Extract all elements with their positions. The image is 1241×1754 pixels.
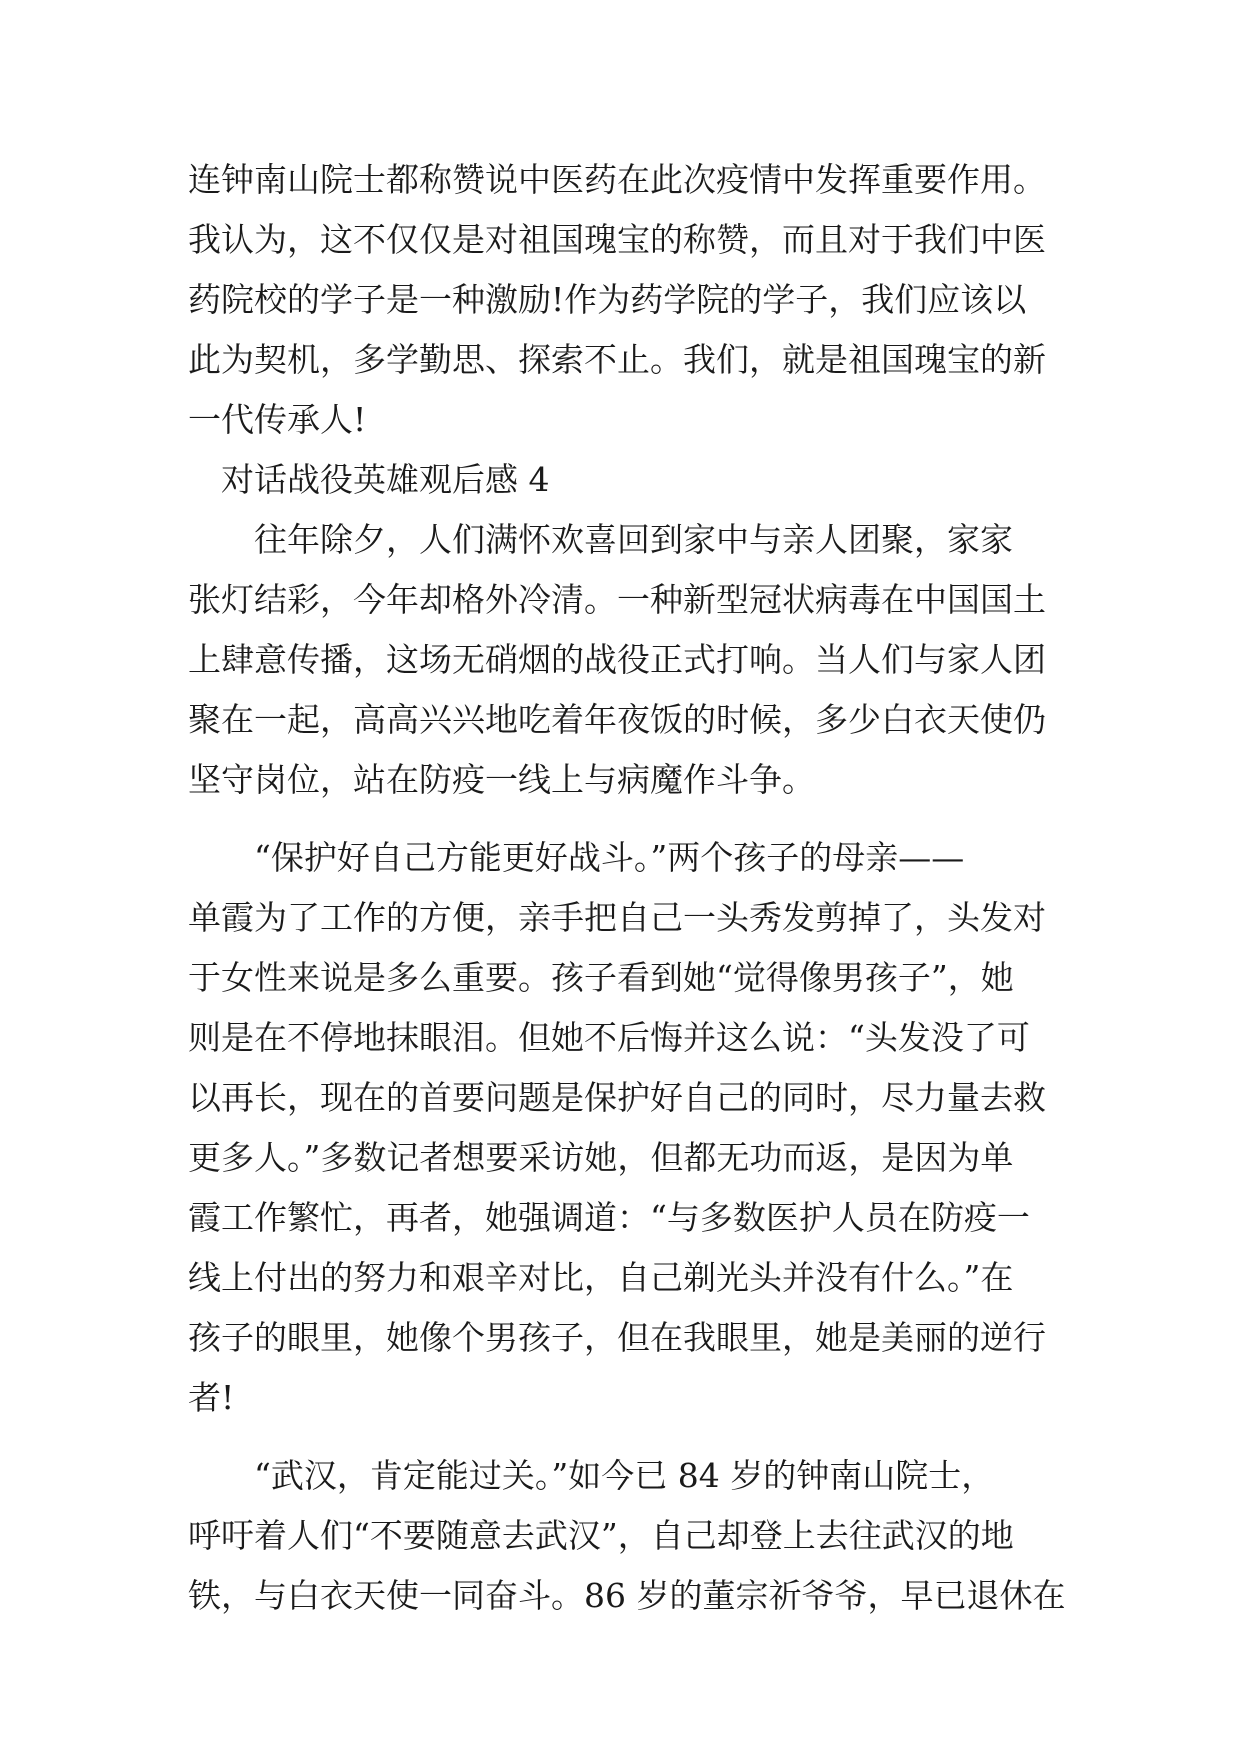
paragraph-spacer [188, 1428, 1053, 1446]
text-line: 霞工作繁忙，再者，她强调道：“与多数医护人员在防疫一 [188, 1198, 1030, 1237]
text-line: 更多人。”多数记者想要采访她，但都无功而返，是因为单 [188, 1138, 1014, 1177]
text-line: 于女性来说是多么重要。孩子看到她“觉得像男孩子”，她 [188, 958, 1014, 997]
paragraph-2 [188, 510, 1053, 810]
text-line: 坚守岗位，站在防疫一线上与病魔作斗争。 [188, 760, 815, 799]
text-line: 呼吁着人们“不要随意去武汉”，自己却登上去往武汉的地 [188, 1516, 1014, 1555]
text-line: 药院校的学子是一种激励!作为药学院的学子，我们应该以 [188, 280, 1027, 319]
text-line: 铁，与白衣天使一同奋斗。86 岁的董宗祈爷爷，早已退休在 [188, 1576, 1066, 1615]
text-line: 孩子的眼里，她像个男孩子，但在我眼里，她是美丽的逆行 [188, 1318, 1046, 1357]
paragraph-4 [188, 1446, 1066, 1626]
text-line: 往年除夕，人们满怀欢喜回到家中与亲人团聚，家家 [188, 520, 1013, 559]
text-line: 则是在不停地抹眼泪。但她不后悔并这么说：“头发没了可 [188, 1018, 1030, 1057]
text-line: 一代传承人! [188, 400, 367, 439]
section-heading: 对话战役英雄观后感 4 [221, 460, 550, 499]
text-line: 张灯结彩，今年却格外冷清。一种新型冠状病毒在中国国土 [188, 580, 1046, 619]
text-line: 线上付出的努力和艰辛对比，自己剃光头并没有什么。”在 [188, 1258, 1014, 1297]
text-line: 单霞为了工作的方便，亲手把自己一头秀发剪掉了，头发对 [188, 898, 1046, 937]
text-line: 连钟南山院士都称赞说中医药在此次疫情中发挥重要作用。 [188, 160, 1046, 199]
text-line: 聚在一起，高高兴兴地吃着年夜饭的时候，多少白衣天使仍 [188, 700, 1046, 739]
text-line: 上肆意传播，这场无硝烟的战役正式打响。当人们与家人团 [188, 640, 1046, 679]
text-line: “保护好自己方能更好战斗。”两个孩子的母亲—— [188, 838, 965, 877]
paragraph-spacer [188, 810, 1053, 828]
text-line: 此为契机，多学勤思、探索不止。我们，就是祖国瑰宝的新 [188, 340, 1046, 379]
document-body [188, 150, 1066, 1626]
paragraph-1 [188, 150, 1053, 450]
text-line: 以再长，现在的首要问题是保护好自己的同时，尽力量去救 [188, 1078, 1046, 1117]
text-line: 者! [188, 1378, 235, 1417]
text-line: “武汉，肯定能过关。”如今已 84 岁的钟南山院士， [188, 1456, 995, 1495]
text-line: 我认为，这不仅仅是对祖国瑰宝的称赞，而且对于我们中医 [188, 220, 1046, 259]
paragraph-3 [188, 828, 1053, 1428]
